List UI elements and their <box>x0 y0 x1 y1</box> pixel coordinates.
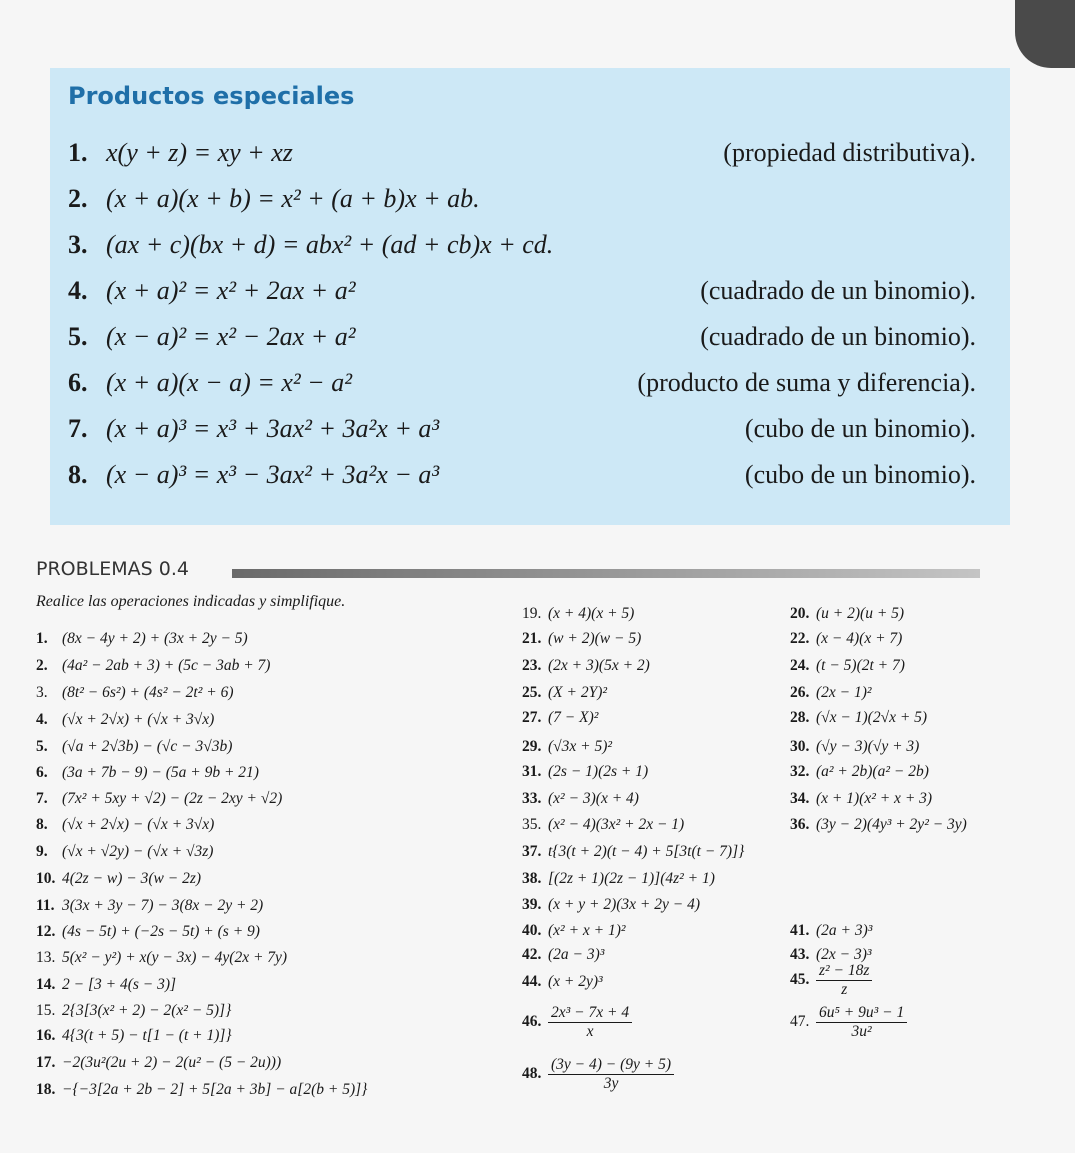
problem-number: 37. <box>522 843 542 860</box>
fraction <box>548 1004 632 1041</box>
problem-item <box>36 922 260 942</box>
formula-expression: (x − a)² = x² − 2ax + a² <box>106 322 356 351</box>
problem-number: 11. <box>36 897 55 914</box>
box-title: Productos especiales <box>68 82 355 110</box>
formula-row <box>68 409 976 449</box>
problem-expression: 2{3[3(x² + 2) − 2(x² − 5)]} <box>62 1002 232 1019</box>
fraction-denominator: x <box>586 1023 594 1040</box>
formula-expression: (x − a)³ = x³ − 3ax² + 3a²x − a³ <box>106 460 440 489</box>
problem-item <box>790 629 902 649</box>
problem-item <box>522 604 634 624</box>
problem-item <box>522 656 650 676</box>
fraction-numerator: 6u⁵ + 9u³ − 1 <box>816 1004 907 1023</box>
problem-expression: (x + 4)(x + 5) <box>548 605 635 622</box>
problem-expression: (w + 2)(w − 5) <box>548 630 642 647</box>
problem-expression: (a² + 2b)(a² − 2b) <box>816 763 929 780</box>
problem-item <box>36 763 259 783</box>
problem-item <box>790 762 929 782</box>
problem-number: 33. <box>522 790 542 807</box>
problem-number: 10. <box>36 870 56 887</box>
formula-expression: (x + a)(x + b) = x² + (a + b)x + ab. <box>106 184 480 213</box>
problem-number: 6. <box>36 764 48 781</box>
formula-row <box>68 455 976 495</box>
problem-item <box>522 972 603 992</box>
problem-item <box>36 842 213 862</box>
problem-item <box>36 683 234 703</box>
problem-expression: (√y − 3)(√y + 3) <box>816 738 920 755</box>
problem-item <box>790 962 872 999</box>
problem-item <box>36 789 282 809</box>
problem-number: 17. <box>36 1054 56 1071</box>
problem-expression: (3y − 2)(4y³ + 2y² − 3y) <box>816 816 967 833</box>
problem-number: 29. <box>522 738 542 755</box>
formula-note: (cubo de un binomio). <box>744 460 976 489</box>
problem-item <box>36 975 176 995</box>
problem-item <box>522 683 607 703</box>
problem-number: 22. <box>790 630 810 647</box>
problem-item <box>522 1004 632 1041</box>
problem-number: 15. <box>36 1002 56 1019</box>
fraction <box>816 962 872 999</box>
problem-number: 32. <box>790 763 810 780</box>
problem-expression: 4(2z − w) − 3(w − 2z) <box>62 870 202 887</box>
problem-item <box>36 948 287 968</box>
problem-number: 20. <box>790 605 810 622</box>
heading-bar <box>232 569 980 578</box>
problem-number: 27. <box>522 709 542 726</box>
problem-expression: (8x − 4y + 2) + (3x + 2y − 5) <box>62 630 248 647</box>
problem-expression: 3(3x + 3y − 7) − 3(8x − 2y + 2) <box>62 897 264 914</box>
problem-number: 31. <box>522 763 542 780</box>
problem-number: 40. <box>522 922 542 939</box>
problem-number: 30. <box>790 738 810 755</box>
problem-expression: (7x² + 5xy + √2) − (2z − 2xy + √2) <box>62 790 283 807</box>
formula-number: 7. <box>68 414 88 443</box>
formula-number: 6. <box>68 368 88 397</box>
problem-expression: (√3x + 5)² <box>548 738 613 755</box>
problem-item <box>522 945 604 965</box>
formula-row <box>68 363 976 403</box>
problem-expression: (x + 2y)³ <box>548 973 603 990</box>
problem-expression: (3a + 7b − 9) − (5a + 9b + 21) <box>62 764 259 781</box>
problem-number: 14. <box>36 976 56 993</box>
problem-item <box>522 815 684 835</box>
fraction-denominator: 3y <box>603 1075 619 1092</box>
problem-item <box>790 683 872 703</box>
problem-expression: (4a² − 2ab + 3) + (5c − 3ab + 7) <box>62 657 271 674</box>
problem-expression: (√x + 2√x) − (√x + 3√x) <box>62 816 215 833</box>
fraction-numerator: z² − 18z <box>816 962 872 981</box>
problem-number: 28. <box>790 709 810 726</box>
problem-item <box>522 629 641 649</box>
problem-number: 43. <box>790 946 810 963</box>
fraction-numerator: 2x³ − 7x + 4 <box>548 1004 632 1023</box>
problem-number: 38. <box>522 870 542 887</box>
problem-number: 4. <box>36 711 48 728</box>
problem-item <box>790 737 919 757</box>
problem-number: 19. <box>522 605 542 622</box>
problem-item <box>522 737 612 757</box>
formula-note: (cuadrado de un binomio). <box>700 276 976 305</box>
formula-number: 8. <box>68 460 88 489</box>
problem-number: 42. <box>522 946 542 963</box>
problem-number: 13. <box>36 949 56 966</box>
formula-row <box>68 133 976 173</box>
problem-expression: (X + 2Y)² <box>548 684 608 701</box>
problem-expression: (x + 1)(x² + x + 3) <box>816 790 933 807</box>
problem-item <box>790 1004 907 1041</box>
problem-item <box>36 1080 367 1100</box>
problem-item <box>790 708 927 728</box>
problems-heading: PROBLEMAS 0.4 <box>36 558 189 580</box>
problem-item <box>36 1053 281 1073</box>
problem-item <box>36 737 232 757</box>
problem-expression: (u + 2)(u + 5) <box>816 605 905 622</box>
problem-number: 2. <box>36 657 48 674</box>
formula-note: (cubo de un binomio). <box>744 414 976 443</box>
problem-expression: −{−3[2a + 2b − 2] + 5[2a + 3b] − a[2(b + 5)]} <box>62 1081 368 1098</box>
problem-item <box>790 604 904 624</box>
formula-row <box>68 225 976 265</box>
problem-number: 45. <box>790 971 810 989</box>
problem-item <box>522 869 715 889</box>
formula-note: (propiedad distributiva). <box>723 138 976 167</box>
problem-expression: (√x − 1)(2√x + 5) <box>816 709 928 726</box>
problem-number: 41. <box>790 922 810 939</box>
problem-number: 16. <box>36 1027 56 1044</box>
formula-row <box>68 271 976 311</box>
formula-expression: (x + a)² = x² + 2ax + a² <box>106 276 356 305</box>
formula-expression: x(y + z) = xy + xz <box>106 138 293 167</box>
problem-expression: (√x + √2y) − (√x + √3z) <box>62 843 214 860</box>
problem-item <box>36 656 270 676</box>
problem-expression: (x − 4)(x + 7) <box>816 630 903 647</box>
formula-number: 4. <box>68 276 88 305</box>
problem-number: 3. <box>36 684 48 701</box>
problem-item <box>36 629 248 649</box>
problem-number: 24. <box>790 657 810 674</box>
problem-number: 7. <box>36 790 48 807</box>
problem-number: 48. <box>522 1065 542 1083</box>
problem-item <box>790 815 967 835</box>
problem-expression: (4s − 5t) + (−2s − 5t) + (s + 9) <box>62 923 260 940</box>
problem-number: 35. <box>522 816 542 833</box>
problem-expression: (x² − 3)(x + 4) <box>548 790 639 807</box>
problem-expression: (8t² − 6s²) + (4s² − 2t² + 6) <box>62 684 234 701</box>
problem-item <box>522 789 639 809</box>
problems-instruction: Realice las operaciones indicadas y simplifique. <box>36 593 346 610</box>
problem-expression: (√a + 2√3b) − (√c − 3√3b) <box>62 738 233 755</box>
formula-row <box>68 317 976 357</box>
problem-number: 9. <box>36 843 48 860</box>
problem-item <box>522 895 700 915</box>
problem-number: 47. <box>790 1013 810 1031</box>
problem-item <box>36 1001 231 1021</box>
fraction <box>816 1004 907 1041</box>
formula-expression: (ax + c)(bx + d) = abx² + (ad + cb)x + cd. <box>106 230 554 259</box>
formula-number: 3. <box>68 230 88 259</box>
special-products-box <box>50 68 1010 525</box>
problem-number: 21. <box>522 630 542 647</box>
problem-number: 34. <box>790 790 810 807</box>
problem-number: 5. <box>36 738 48 755</box>
problem-number: 36. <box>790 816 810 833</box>
problem-number: 1. <box>36 630 48 647</box>
problem-expression: (t − 5)(2t + 7) <box>816 657 905 674</box>
problem-expression: (x² − 4)(3x² + 2x − 1) <box>548 816 685 833</box>
problem-expression: [(2z + 1)(2z − 1)](4z² + 1) <box>548 870 715 887</box>
problem-expression: (√x + 2√x) + (√x + 3√x) <box>62 711 215 728</box>
formula-expression: (x + a)(x − a) = x² − a² <box>106 368 353 397</box>
problem-item <box>36 815 214 835</box>
problem-item <box>522 1056 674 1093</box>
problem-expression: (2x − 1)² <box>816 684 872 701</box>
problem-expression: (7 − X)² <box>548 709 599 726</box>
problem-item <box>36 710 214 730</box>
problem-expression: (2x + 3)(5x + 2) <box>548 657 650 674</box>
formula-number: 5. <box>68 322 88 351</box>
problem-expression: (2a + 3)³ <box>816 922 873 939</box>
problem-item <box>522 708 598 728</box>
formula-row <box>68 179 976 219</box>
fraction <box>548 1056 674 1093</box>
problem-number: 23. <box>522 657 542 674</box>
problem-item <box>36 869 201 889</box>
problem-number: 8. <box>36 816 48 833</box>
problem-expression: t{3(t + 2)(t − 4) + 5[3t(t − 7)]} <box>548 843 745 860</box>
formula-number: 2. <box>68 184 88 213</box>
problem-item <box>36 1026 232 1046</box>
page-corner-shadow <box>1015 0 1075 68</box>
problem-item <box>522 921 626 941</box>
problem-expression: (2x − 3)³ <box>816 946 872 963</box>
fraction-denominator: z <box>841 981 848 998</box>
problem-expression: 5(x² − y²) + x(y − 3x) − 4y(2x + 7y) <box>62 949 288 966</box>
formula-note: (cuadrado de un binomio). <box>700 322 976 351</box>
problem-item <box>790 789 932 809</box>
problem-expression: 2 − [3 + 4(s − 3)] <box>62 976 177 993</box>
problem-expression: −2(3u²(2u + 2) − 2(u² − (5 − 2u))) <box>62 1054 282 1071</box>
problem-expression: (2a − 3)³ <box>548 946 605 963</box>
problem-number: 46. <box>522 1013 542 1031</box>
problem-number: 18. <box>36 1081 56 1098</box>
problem-number: 12. <box>36 923 56 940</box>
problem-item <box>36 896 263 916</box>
problem-expression: (x + y + 2)(3x + 2y − 4) <box>548 896 701 913</box>
problem-expression: (2s − 1)(2s + 1) <box>548 763 649 780</box>
problem-item <box>790 921 872 941</box>
problem-item <box>522 842 744 862</box>
problem-item <box>522 762 648 782</box>
formula-expression: (x + a)³ = x³ + 3ax² + 3a²x + a³ <box>106 414 440 443</box>
problem-number: 25. <box>522 684 542 701</box>
formula-number: 1. <box>68 138 88 167</box>
problem-expression: 4{3(t + 5) − t[1 − (t + 1)]} <box>62 1027 232 1044</box>
problem-number: 39. <box>522 896 542 913</box>
problem-number: 44. <box>522 973 542 990</box>
problem-number: 26. <box>790 684 810 701</box>
fraction-numerator: (3y − 4) − (9y + 5) <box>548 1056 674 1075</box>
fraction-denominator: 3u² <box>851 1023 872 1040</box>
formula-note: (producto de suma y diferencia). <box>637 368 976 397</box>
problem-expression: (x² + x + 1)² <box>548 922 626 939</box>
problem-item <box>790 656 905 676</box>
